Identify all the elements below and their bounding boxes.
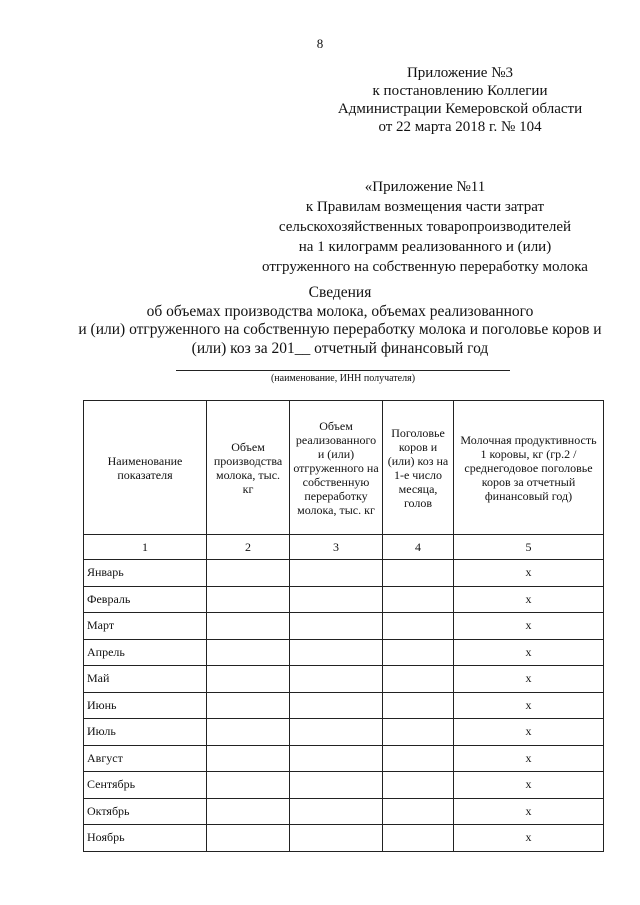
appendix-3-block xyxy=(330,64,590,136)
table-row xyxy=(84,745,604,772)
cell-livestock[interactable] xyxy=(383,719,454,746)
page-number: 8 xyxy=(316,36,324,51)
document-title xyxy=(60,284,620,358)
cell-sold-volume[interactable] xyxy=(290,586,383,613)
cell-production-volume[interactable] xyxy=(207,772,290,799)
header-sold-volume: Объем реализованного и (или) отгруженного на собственную переработку молока, тыс. кг xyxy=(290,401,383,535)
cell-sold-volume[interactable] xyxy=(290,745,383,772)
table-row xyxy=(84,772,604,799)
cell-milk-yield: x xyxy=(454,825,604,852)
cell-sold-volume[interactable] xyxy=(290,639,383,666)
column-number-row xyxy=(84,535,604,560)
cell-livestock[interactable] xyxy=(383,692,454,719)
cell-livestock[interactable] xyxy=(383,560,454,587)
cell-livestock[interactable] xyxy=(383,613,454,640)
cell-milk-yield: x xyxy=(454,719,604,746)
title-line4: (или) коз за 201__ отчетный финансовый год xyxy=(191,339,489,357)
cell-sold-volume[interactable] xyxy=(290,560,383,587)
row-month-name: Май xyxy=(84,666,207,693)
header-indicator-name: Наименование показателя xyxy=(84,401,207,535)
cell-production-volume[interactable] xyxy=(207,666,290,693)
appendix-11-line5: отгруженного на собственную переработку молока xyxy=(262,259,588,275)
appendix-3-line3: Администрации Кемеровской области xyxy=(337,101,583,117)
column-number: 4 xyxy=(383,535,454,560)
table-row xyxy=(84,798,604,825)
table-row xyxy=(84,692,604,719)
cell-production-volume[interactable] xyxy=(207,745,290,772)
appendix-11-line1: «Приложение №11 xyxy=(364,179,486,195)
cell-sold-volume[interactable] xyxy=(290,798,383,825)
row-month-name: Ноябрь xyxy=(84,825,207,852)
cell-milk-yield: x xyxy=(454,586,604,613)
cell-livestock[interactable] xyxy=(383,825,454,852)
title-line2: об объемах производства молока, объемах реализованного xyxy=(146,302,534,320)
appendix-11-line3: сельскохозяйственных товаропроизводителей xyxy=(278,219,572,235)
table-row xyxy=(84,586,604,613)
cell-livestock[interactable] xyxy=(383,745,454,772)
cell-milk-yield: x xyxy=(454,613,604,640)
appendix-11-line2: к Правилам возмещения части затрат xyxy=(305,199,545,215)
table-row xyxy=(84,825,604,852)
row-month-name: Апрель xyxy=(84,639,207,666)
table-row xyxy=(84,560,604,587)
cell-milk-yield: x xyxy=(454,639,604,666)
appendix-3-line1: Приложение №3 xyxy=(406,65,514,81)
cell-livestock[interactable] xyxy=(383,586,454,613)
title-line1: Сведения xyxy=(308,284,372,301)
cell-livestock[interactable] xyxy=(383,639,454,666)
table-header-row xyxy=(84,401,604,535)
cell-sold-volume[interactable] xyxy=(290,666,383,693)
table-row xyxy=(84,666,604,693)
column-number: 5 xyxy=(454,535,604,560)
cell-production-volume[interactable] xyxy=(207,692,290,719)
row-month-name: Октябрь xyxy=(84,798,207,825)
cell-sold-volume[interactable] xyxy=(290,692,383,719)
appendix-3-line4: от 22 марта 2018 г. № 104 xyxy=(378,119,542,135)
cell-production-volume[interactable] xyxy=(207,586,290,613)
cell-sold-volume[interactable] xyxy=(290,772,383,799)
row-month-name: Сентябрь xyxy=(84,772,207,799)
cell-milk-yield: x xyxy=(454,798,604,825)
recipient-fill-line[interactable] xyxy=(176,370,510,371)
header-livestock: Поголовье коров и (или) коз на 1-е число месяца, голов xyxy=(383,401,454,535)
cell-milk-yield: x xyxy=(454,692,604,719)
cell-production-volume[interactable] xyxy=(207,719,290,746)
cell-milk-yield: x xyxy=(454,745,604,772)
recipient-caption: (наименование, ИНН получателя) xyxy=(270,373,416,384)
table-row xyxy=(84,639,604,666)
row-month-name: Февраль xyxy=(84,586,207,613)
cell-milk-yield: x xyxy=(454,772,604,799)
cell-production-volume[interactable] xyxy=(207,639,290,666)
header-milk-yield: Молочная продуктивность 1 коровы, кг (гр.2 / среднегодовое поголовье коров за отчетный финансовый год) xyxy=(454,401,604,535)
title-line3: и (или) отгруженного на собственную переработку молока и поголовье коров и xyxy=(78,321,602,338)
cell-sold-volume[interactable] xyxy=(290,719,383,746)
table-row xyxy=(84,719,604,746)
table-row xyxy=(84,613,604,640)
cell-production-volume[interactable] xyxy=(207,613,290,640)
cell-livestock[interactable] xyxy=(383,772,454,799)
column-number: 2 xyxy=(207,535,290,560)
appendix-3-line2: к постановлению Коллегии xyxy=(372,83,548,99)
appendix-11-block xyxy=(250,177,600,277)
cell-production-volume[interactable] xyxy=(207,825,290,852)
row-month-name: Июль xyxy=(84,719,207,746)
row-month-name: Август xyxy=(84,745,207,772)
cell-production-volume[interactable] xyxy=(207,798,290,825)
cell-livestock[interactable] xyxy=(383,798,454,825)
cell-milk-yield: x xyxy=(454,560,604,587)
column-number: 1 xyxy=(84,535,207,560)
row-month-name: Март xyxy=(84,613,207,640)
row-month-name: Январь xyxy=(84,560,207,587)
row-month-name: Июнь xyxy=(84,692,207,719)
cell-milk-yield: x xyxy=(454,666,604,693)
column-number: 3 xyxy=(290,535,383,560)
cell-sold-volume[interactable] xyxy=(290,825,383,852)
cell-livestock[interactable] xyxy=(383,666,454,693)
appendix-11-line4: на 1 килограмм реализованного и (или) xyxy=(298,239,552,255)
cell-production-volume[interactable] xyxy=(207,560,290,587)
header-production-volume: Объем производства молока, тыс. кг xyxy=(207,401,290,535)
cell-sold-volume[interactable] xyxy=(290,613,383,640)
milk-data-table xyxy=(83,400,604,852)
